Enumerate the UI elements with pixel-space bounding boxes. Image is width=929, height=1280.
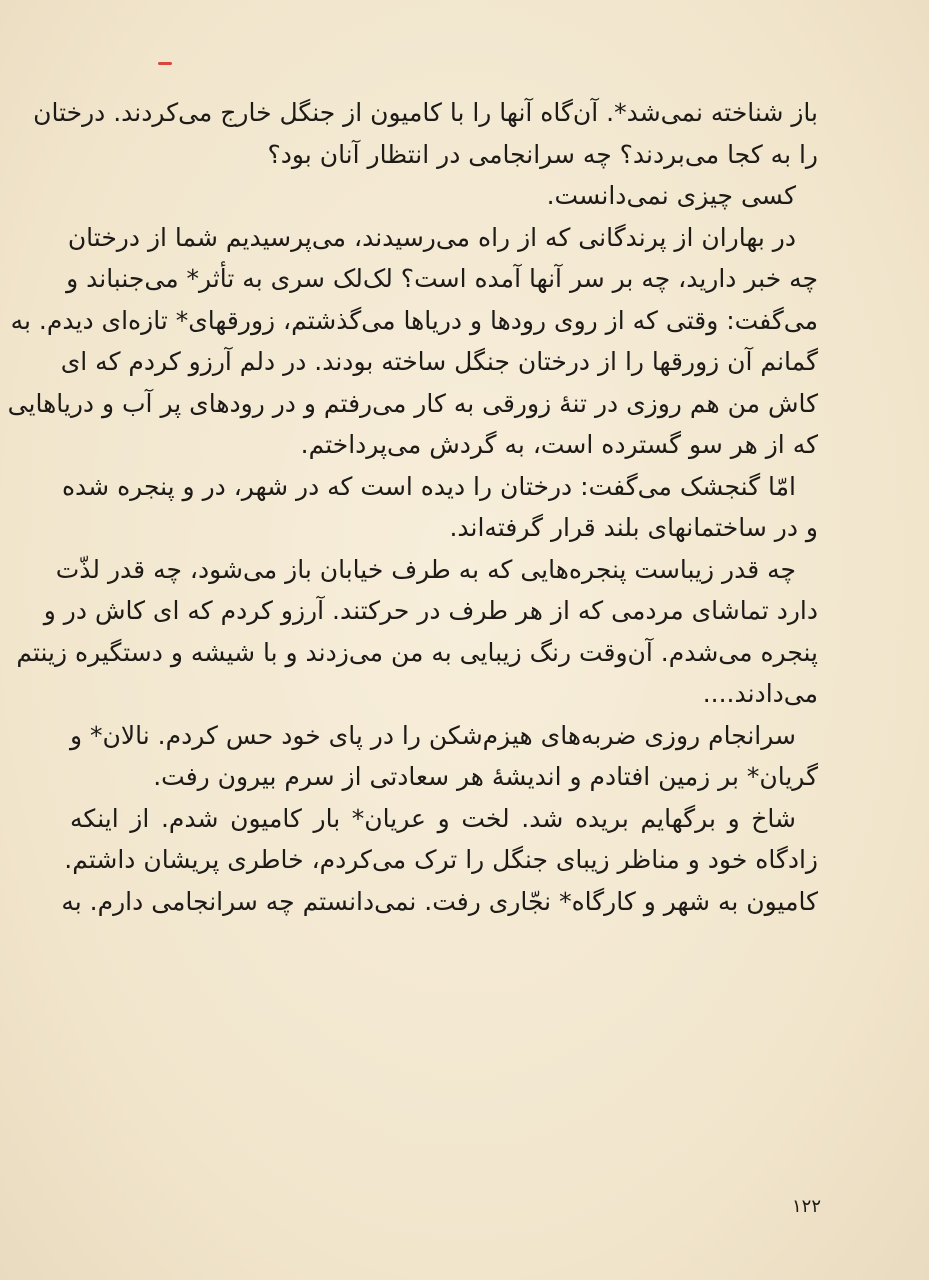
text-line: گمانم آن زورقها را از درختان جنگل ساخته بودند. در دلم آرزو کردم که ای [60,347,818,376]
text-line: را به کجا می‌بردند؟ چه سرانجامی در انتظار آنان بود؟ [267,139,818,169]
text-line: دارد تماشای مردمی که از هر طرف در حرکتند. آرزو کردم که ای کاش در و [43,596,818,625]
text-line: گریان* بر زمین افتادم و اندیشهٔ هر سعادتی از سرم بیرون رفت. [153,762,818,791]
text-line: کامیون به شهر و کارگاه* نجّاری رفت. نمی‌دانستم چه سرانجامی دارم. به [61,886,818,916]
text-line: می‌دادند.... [702,679,818,708]
text-line: باز شناخته نمی‌شد*. آن‌گاه آنها را با کامیون از جنگل خارج می‌کردند. درختان [33,98,818,127]
text-line: امّا گنجشک می‌گفت: درختان را دیده است که در شهر، در و پنجره شده [61,471,796,501]
text-line: چه قدر زیباست پنجره‌هایی که به طرف خیابان باز می‌شود، چه قدر لذّت [55,554,796,584]
text-line: پنجره می‌شدم. آن‌وقت رنگ زیبایی به من می‌زدند و با شیشه و دستگیره زینتم [16,637,818,667]
ink-mark [158,62,172,65]
text-line: می‌گفت: وقتی که از روی رودها و دریاها می‌گذشتم، زورقهای* تازه‌ای دیدم. به [10,305,818,335]
text-line: زادگاه خود و مناظر زیبای جنگل را ترک می‌کردم، خاطری پریشان داشتم. [64,845,818,874]
text-line: شاخ و برگهایم بریده شد. لخت و عریان* بار کامیون شدم. از اینکه [70,803,796,833]
text-line: و در ساختمانهای بلند قرار گرفته‌اند. [449,513,818,542]
page-number: ۱۲۲ [791,1196,821,1217]
text-line: که از هر سو گسترده است، به گردش می‌پرداختم. [300,430,818,459]
body-text [7,92,818,922]
text-line: چه خبر دارید، چه بر سر آنها آمده است؟ لک‌لک سری به تأثر* می‌جنباند و [66,264,818,293]
text-line: در بهاران از پرندگانی که از راه می‌رسیدند، می‌پرسیدیم شما از درختان [67,222,796,252]
text-line: کاش من هم روزی در تنهٔ زورقی به کار می‌رفتم و در رودهای پر آب و دریاهایی [7,388,818,418]
text-line: کسی چیزی نمی‌دانست. [546,181,796,210]
text-line: سرانجام روزی ضربه‌های هیزم‌شکن را در پای خود حس کردم. نالان* و [70,720,796,750]
